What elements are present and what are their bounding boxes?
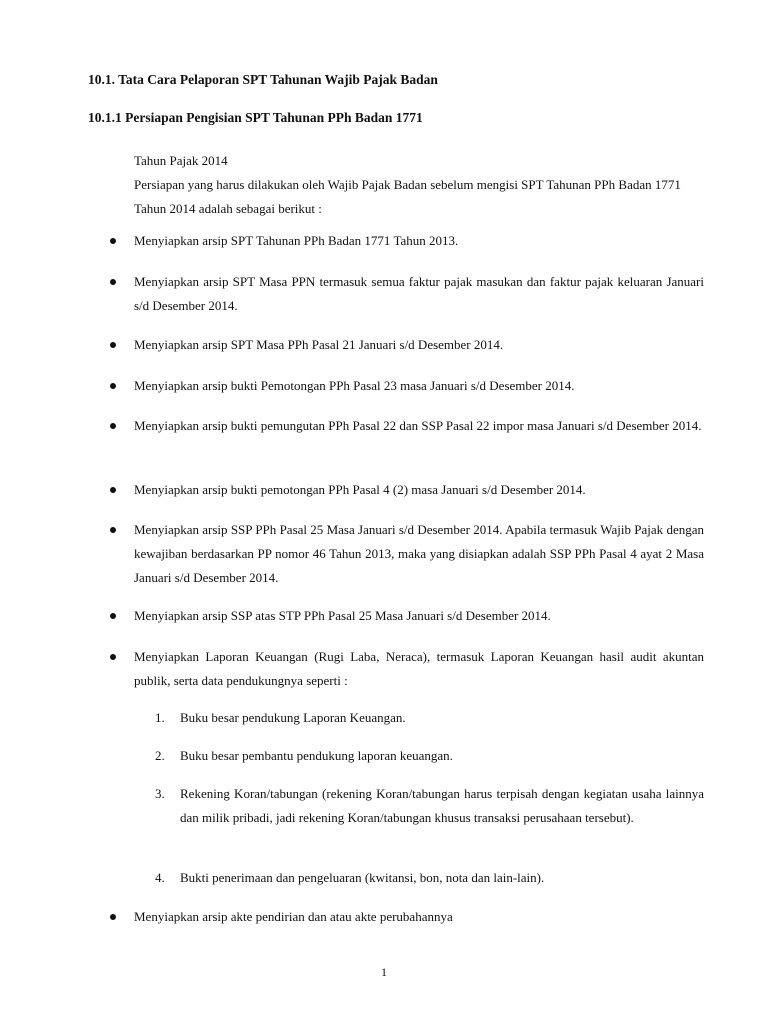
numbered-item: Bukti penerimaan dan pengeluaran (kwitansi, bon, nota dan lain-lain). — [180, 870, 545, 885]
list-item: Menyiapkan arsip akte pendirian dan atau akte perubahannya — [134, 909, 453, 924]
list-number: 3. — [155, 786, 165, 801]
bullet-icon — [110, 914, 116, 920]
list-item: Menyiapkan arsip SPT Masa PPh Pasal 21 Januari s/d Desember 2014. — [134, 337, 504, 352]
bullet-icon — [110, 654, 116, 660]
intro-block — [134, 149, 704, 221]
bullet-icon — [110, 238, 116, 244]
list-number: 2. — [155, 748, 165, 763]
numbered-item: Buku besar pembantu pendukung laporan keuangan. — [180, 748, 453, 763]
section-heading: 10.1. Tata Cara Pelaporan SPT Tahunan Wajib Pajak Badan — [88, 72, 438, 87]
bullet-icon — [110, 613, 116, 619]
numbered-item: Buku besar pendukung Laporan Keuangan. — [180, 710, 406, 725]
numbered-item: Rekening Koran/tabungan (rekening Koran/tabungan harus terpisah dengan kegiatan usaha lainnya dan milik pribadi, jadi rekening Koran/tabungan khusus transaksi perusahaan tersebut). — [180, 786, 704, 825]
list-item: Menyiapkan arsip SSP atas STP PPh Pasal 25 Masa Januari s/d Desember 2014. — [134, 608, 551, 623]
list-item: Menyiapkan arsip SPT Tahunan PPh Badan 1771 Tahun 2013. — [134, 233, 459, 248]
bullet-icon — [110, 383, 116, 389]
list-number: 1. — [155, 710, 165, 725]
tax-year-line: Tahun Pajak 2014 — [134, 153, 228, 168]
list-item: Menyiapkan arsip SPT Masa PPN termasuk semua faktur pajak masukan dan faktur pajak keluaran Januari s/d Desember 2014. — [134, 274, 704, 313]
bullet-icon — [110, 342, 116, 348]
bullet-icon — [110, 279, 116, 285]
bullet-icon — [110, 527, 116, 533]
list-number: 4. — [155, 870, 165, 885]
list-item: Menyiapkan arsip bukti Pemotongan PPh Pasal 23 masa Januari s/d Desember 2014. — [134, 378, 575, 393]
bullet-icon — [110, 487, 116, 493]
bullet-icon — [110, 423, 116, 429]
list-item: Menyiapkan arsip SSP PPh Pasal 25 Masa Januari s/d Desember 2014. Apabila termasuk Wajib Pajak dengan kewajiban berdasarkan PP nomor 46 Tahun 2013, maka yang disiapkan adalah SSP PPh Pasal 4 ayat 2 Masa Januari s/d Desember 2014. — [134, 522, 704, 585]
intro-paragraph: Persiapan yang harus dilakukan oleh Wajib Pajak Badan sebelum mengisi SPT Tahunan PPh Badan 1771 Tahun 2014 adalah sebagai berikut : — [134, 177, 681, 216]
subsection-heading: 10.1.1 Persiapan Pengisian SPT Tahunan PPh Badan 1771 — [88, 110, 423, 125]
list-item: Menyiapkan Laporan Keuangan (Rugi Laba, Neraca), termasuk Laporan Keuangan hasil audit akuntan publik, serta data pendukungnya seperti : — [134, 649, 704, 688]
list-item: Menyiapkan arsip bukti pemungutan PPh Pasal 22 dan SSP Pasal 22 impor masa Januari s/d Desember 2014. — [134, 418, 702, 433]
list-item: Menyiapkan arsip bukti pemotongan PPh Pasal 4 (2) masa Januari s/d Desember 2014. — [134, 482, 586, 497]
page-number: 1 — [381, 965, 387, 979]
